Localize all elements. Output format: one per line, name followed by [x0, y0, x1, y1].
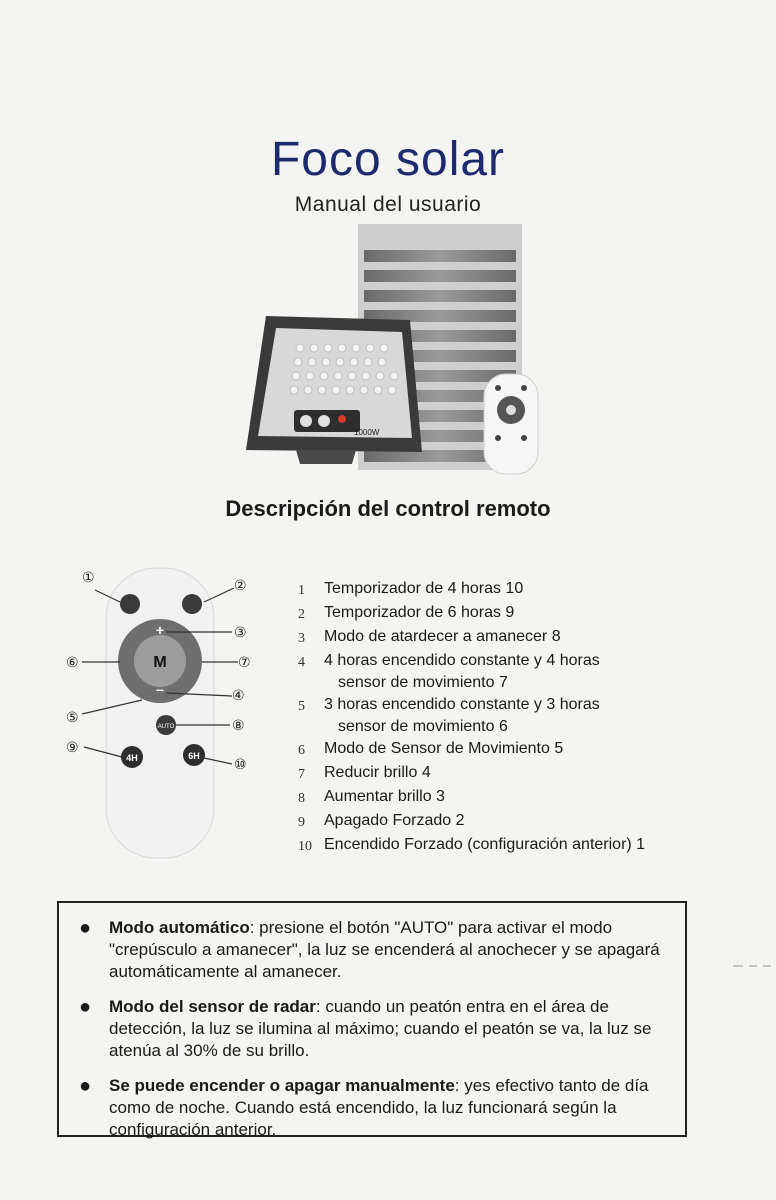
list-item — [294, 810, 764, 834]
callout-6: ⑥ — [66, 655, 79, 671]
item-number: 6 — [298, 743, 305, 758]
item-text: Temporizador de 4 horas 10 — [324, 580, 524, 597]
note-body: : cuando un peatón entra en el área de detección, la luz se ilumina al máximo; cuando el peatón se va, la luz se atenúa al 30% de su brillo. — [109, 997, 652, 1060]
item-text: Temporizador de 6 horas 9 — [324, 604, 515, 621]
item-text-line-1: 3 horas encendido constante y 3 horas — [324, 696, 600, 713]
callout-10: ⑩ — [234, 757, 247, 773]
note-body: : presione el botón "AUTO" para activar el modo "crepúsculo a amanecer", la luz se encenderá al anochecer y se apagará automáticamente al amanecer. — [109, 918, 660, 981]
plus-button-label: + — [155, 622, 165, 638]
note-text — [109, 917, 669, 983]
item-text-line-1: 4 horas encendido constante y 4 horas — [324, 652, 600, 669]
callout-2: ② — [234, 578, 247, 594]
auto-button-label: AUTO — [157, 724, 175, 730]
list-item — [294, 834, 764, 858]
remote-diagram — [62, 560, 284, 870]
list-item — [294, 694, 764, 738]
note-radar-mode — [75, 996, 669, 1062]
item-number: 3 — [298, 631, 305, 646]
item-text: Modo de atardecer a amanecer 8 — [324, 628, 561, 645]
item-text — [324, 650, 764, 694]
note-body: : yes efectivo tanto de día como de noche. Cuando está encendido, la luz funcionará según la configuración anterior. — [109, 1076, 649, 1139]
note-manual-mode — [75, 1075, 669, 1141]
list-item — [294, 786, 764, 810]
margin-mark — [733, 962, 771, 970]
callout-8: ⑧ — [232, 718, 245, 734]
remote-section-heading: Descripción del control remoto — [225, 496, 551, 521]
timer-4h-top-button — [120, 594, 140, 614]
notes-box — [57, 901, 687, 1137]
page-title: Foco solar — [270, 133, 506, 186]
note-auto-mode — [75, 917, 669, 983]
item-number: 7 — [298, 767, 305, 782]
callout-1: ① — [82, 570, 95, 586]
list-item — [294, 626, 764, 650]
item-text: Apagado Forzado 2 — [324, 812, 465, 829]
list-item — [294, 602, 764, 626]
item-number: 4 — [298, 655, 305, 670]
item-text: Encendido Forzado (configuración anterior) 1 — [324, 836, 646, 853]
timer-6h-top-button — [182, 594, 202, 614]
note-text — [109, 996, 669, 1062]
item-text-line-2: sensor de movimiento 6 — [338, 718, 508, 735]
floodlight-icon — [246, 316, 422, 464]
list-item — [294, 578, 764, 602]
button-description-list — [294, 578, 764, 858]
item-text: Modo de Sensor de Movimiento 5 — [324, 740, 564, 757]
minus-button-label: − — [155, 682, 165, 698]
m-button-label: M — [153, 654, 167, 671]
item-number: 8 — [298, 791, 305, 806]
callout-7: ⑦ — [238, 655, 251, 671]
note-title: Se puede encender o apagar manualmente — [109, 1076, 455, 1095]
page-subtitle: Manual del usuario — [294, 193, 482, 216]
bullet-icon: ● — [79, 1075, 92, 1097]
list-item — [294, 738, 764, 762]
bullet-icon: ● — [79, 917, 92, 939]
item-text — [324, 694, 764, 738]
note-title: Modo del sensor de radar — [109, 997, 316, 1016]
product-image — [236, 224, 540, 478]
item-text: Aumentar brillo 3 — [324, 788, 445, 805]
panel-wattage-label: 1000W — [354, 428, 380, 437]
callout-5: ⑤ — [66, 710, 79, 726]
list-item — [294, 762, 764, 786]
item-number: 10 — [298, 839, 312, 854]
bullet-icon: ● — [79, 996, 92, 1018]
list-item — [294, 650, 764, 694]
4h-button-label: 4H — [126, 753, 138, 763]
note-title: Modo automático — [109, 918, 250, 937]
item-number: 2 — [298, 607, 305, 622]
item-text-line-2: sensor de movimiento 7 — [338, 674, 508, 691]
callout-9: ⑨ — [66, 740, 79, 756]
item-number: 9 — [298, 815, 305, 830]
callout-4: ④ — [232, 688, 245, 704]
item-text: Reducir brillo 4 — [324, 764, 431, 781]
note-text — [109, 1075, 669, 1141]
item-number: 1 — [298, 583, 305, 598]
callout-3: ③ — [234, 625, 247, 641]
6h-button-label: 6H — [188, 751, 200, 761]
mini-remote-icon — [484, 374, 538, 474]
item-number: 5 — [298, 699, 305, 714]
